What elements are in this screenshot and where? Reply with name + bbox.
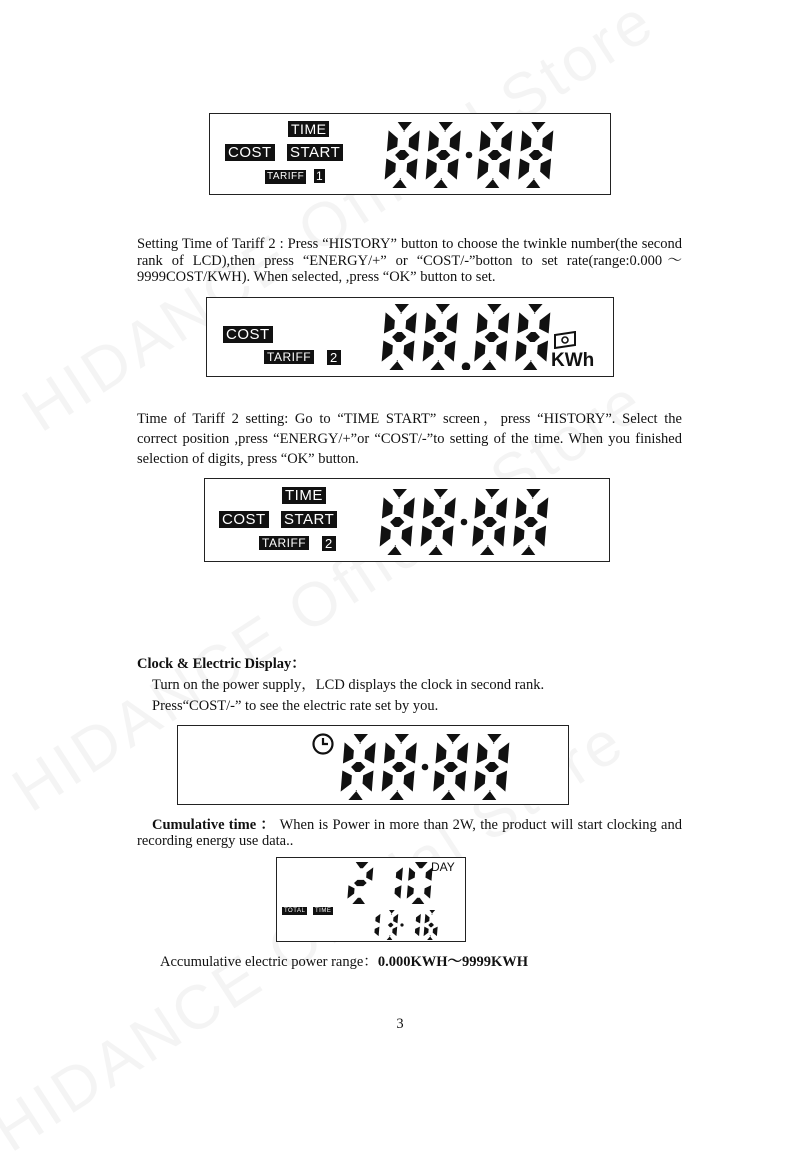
- segment-b: [396, 867, 403, 880]
- seven-segment-display-digit: [382, 304, 417, 370]
- segment-f: [423, 497, 434, 518]
- segment-e: [472, 525, 483, 546]
- segment-f: [518, 312, 529, 333]
- segment-a: [439, 122, 453, 132]
- segment-b: [404, 497, 415, 518]
- segment-d: [433, 178, 447, 188]
- seven-segment-display-digit: [474, 734, 509, 800]
- segment-a: [487, 304, 501, 314]
- seven-segment-display-digit: [382, 734, 417, 800]
- segment-b: [457, 742, 468, 763]
- segment-f: [428, 130, 439, 151]
- segment-c: [404, 340, 415, 361]
- money-icon: [553, 331, 577, 349]
- segment-e: [474, 340, 485, 361]
- segment-a: [490, 122, 504, 132]
- segment-g: [431, 517, 445, 527]
- power-range-value: 0.000KWH～9999KWH: [377, 954, 529, 970]
- cost-label: COST: [225, 144, 275, 161]
- segment-c: [392, 927, 397, 937]
- segment-f: [521, 130, 532, 151]
- tariff-number: 1: [316, 169, 324, 183]
- segment-g: [433, 332, 447, 342]
- clock-section-line1: Turn on the power supply，LCD displays the clock in second rank.: [152, 677, 545, 693]
- segment-a: [531, 122, 545, 132]
- day-segment-display-digit: [407, 862, 433, 904]
- segment-g: [488, 150, 502, 160]
- power-range-label: Accumulative electric power range：: [160, 954, 378, 970]
- segment-c: [402, 525, 413, 546]
- segment-d: [485, 178, 499, 188]
- segment-e: [474, 770, 485, 791]
- segment-g: [524, 517, 538, 527]
- day-label: DAY: [431, 860, 455, 874]
- tariff2-time-instructions: Time of Tariff 2 setting: Go to “TIME START” screen，press “HISTORY”. Select the correct position ,press “ENERGY/+”or “COST/-”to setting of the time. When you finished selection of digits, press “OK” button.: [137, 411, 682, 467]
- segment-f: [382, 497, 393, 518]
- segment-e: [477, 158, 488, 179]
- tariff-label: TARIFF: [267, 171, 305, 182]
- segment-d: [392, 178, 406, 188]
- segment-a: [528, 304, 542, 314]
- time-label: TIME: [288, 121, 329, 137]
- cost-label: COST: [219, 511, 269, 528]
- clock-section-heading: Clock & Electric Display：: [137, 656, 306, 672]
- time-segment-display-digit: [374, 914, 380, 936]
- segment-g: [390, 517, 404, 527]
- seven-segment-display-digit: [421, 489, 456, 555]
- segment-a: [436, 304, 450, 314]
- segment-e: [407, 885, 414, 898]
- decimal-point: [462, 362, 471, 370]
- segment-g: [444, 762, 458, 772]
- segment-e: [513, 525, 524, 546]
- segment-a: [446, 734, 460, 744]
- segment-f: [477, 312, 488, 333]
- segment-g: [428, 923, 434, 928]
- seven-segment-display-digit: [518, 122, 553, 188]
- power-range-line: [160, 954, 528, 971]
- seven-segment-display-digit: [515, 304, 550, 370]
- segment-f: [425, 914, 430, 924]
- segment-f: [425, 312, 436, 333]
- segment-f: [343, 742, 354, 763]
- segment-e: [423, 340, 434, 361]
- segment-f: [387, 130, 398, 151]
- segment-d: [348, 790, 362, 800]
- segment-g: [529, 150, 543, 160]
- segment-c: [496, 770, 507, 791]
- seven-segment-display-digit: [433, 734, 468, 800]
- segment-f: [408, 867, 415, 880]
- segment-f: [436, 742, 447, 763]
- segment-b: [447, 312, 458, 333]
- segment-c: [395, 885, 402, 898]
- segment-f: [384, 742, 395, 763]
- segment-f: [477, 742, 488, 763]
- kwh-unit: KWh: [551, 350, 595, 371]
- segment-g: [392, 762, 406, 772]
- segment-f: [480, 130, 491, 151]
- segment-c: [448, 158, 459, 179]
- tariff-number: 2: [322, 536, 336, 551]
- segment-b: [406, 742, 417, 763]
- seven-segment-display: [379, 489, 549, 555]
- segment-d: [389, 790, 403, 800]
- segment-d: [430, 360, 444, 370]
- segment-a: [389, 910, 395, 915]
- watermark: [10, 0, 668, 446]
- day-segment-display-digit: [395, 867, 403, 898]
- segment-c: [537, 340, 548, 361]
- segment-d: [441, 790, 455, 800]
- total-label: TOTAL: [284, 908, 306, 914]
- seven-segment-display-digit: [472, 489, 507, 555]
- cumulative-time-text: When is Power in more than 2W, the product will start clocking and recording energy use data..: [137, 817, 682, 849]
- segment-a: [485, 489, 499, 499]
- segment-a: [354, 734, 368, 744]
- segment-c: [363, 770, 374, 791]
- segment-e: [382, 340, 393, 361]
- segment-c: [496, 340, 507, 361]
- segment-c: [499, 158, 510, 179]
- segment-e: [385, 158, 396, 179]
- segment-c: [445, 340, 456, 361]
- segment-a: [487, 734, 501, 744]
- segment-b: [496, 497, 507, 518]
- lcd-time-start-tariff2: [204, 478, 610, 562]
- day-segment-display-digit: [347, 862, 373, 904]
- segment-e: [433, 770, 444, 791]
- time-label: TIME: [282, 487, 326, 504]
- segment-a: [395, 304, 409, 314]
- segment-g: [485, 762, 499, 772]
- time-segment-display-digit: [387, 910, 399, 940]
- segment-b: [498, 742, 509, 763]
- segment-a: [395, 734, 409, 744]
- segment-b: [450, 130, 461, 151]
- tariff-label: TARIFF: [264, 350, 314, 364]
- segment-b: [498, 312, 509, 333]
- cumulative-time-label: Cumulative time ：: [152, 817, 276, 833]
- seven-segment-display: [340, 734, 510, 800]
- colon-dot: [400, 923, 403, 926]
- seven-segment-display: [384, 122, 554, 188]
- start-label: START: [281, 511, 337, 528]
- segment-b: [393, 914, 398, 924]
- seven-segment-display-digit: [385, 122, 420, 188]
- seven-segment-display-digit: [380, 489, 415, 555]
- cumulative-time-description: [137, 817, 682, 849]
- time-segment-display-digit: [424, 910, 438, 940]
- segment-b: [539, 312, 550, 333]
- day-segment-display: [347, 862, 433, 904]
- segment-a: [526, 489, 540, 499]
- segment-e: [426, 158, 437, 179]
- segment-b: [445, 497, 456, 518]
- segment-g: [436, 150, 450, 160]
- lcd-time-start-tariff1: [209, 113, 611, 195]
- seven-segment-display-digit: [477, 122, 512, 188]
- segment-g: [354, 880, 367, 886]
- segment-a: [415, 862, 428, 868]
- segment-b: [366, 867, 373, 880]
- segment-b: [501, 130, 512, 151]
- segment-a: [393, 489, 407, 499]
- segment-d: [389, 360, 403, 370]
- segment-c: [407, 158, 418, 179]
- seven-segment-display-digit: [341, 734, 376, 800]
- tariff-label: TARIFF: [259, 536, 309, 550]
- segment-c: [494, 525, 505, 546]
- segment-d: [482, 360, 496, 370]
- segment-d: [387, 545, 401, 555]
- segment-d: [521, 545, 535, 555]
- segment-e: [421, 525, 432, 546]
- time-segment-display: [365, 910, 439, 940]
- segment-d: [352, 898, 365, 904]
- segment-c: [540, 158, 551, 179]
- segment-a: [356, 862, 369, 868]
- clock-icon: [311, 732, 335, 756]
- segment-e: [515, 340, 526, 361]
- time-label: TIME: [315, 908, 332, 914]
- segment-f: [384, 312, 395, 333]
- tariff-number: 2: [327, 350, 341, 365]
- segment-a: [429, 910, 435, 915]
- segment-g: [483, 517, 497, 527]
- segment-b: [406, 312, 417, 333]
- segment-g: [395, 150, 409, 160]
- segment-e: [424, 927, 429, 937]
- segment-a: [434, 489, 448, 499]
- segment-e: [518, 158, 529, 179]
- segment-c: [443, 525, 454, 546]
- clock-section-line2: Press“COST/-” to see the electric rate set by you.: [152, 698, 439, 714]
- segment-b: [375, 914, 380, 924]
- segment-d: [523, 360, 537, 370]
- segment-g: [485, 332, 499, 342]
- seven-segment-display: [381, 304, 551, 370]
- seven-segment-display-digit: [426, 122, 461, 188]
- segment-e: [382, 770, 393, 791]
- segment-e: [341, 770, 352, 791]
- colon-dot: [466, 152, 473, 159]
- segment-f: [475, 497, 486, 518]
- segment-b: [365, 742, 376, 763]
- segment-d: [387, 936, 393, 941]
- lcd-cost-tariff2: [206, 297, 614, 377]
- segment-d: [412, 898, 425, 904]
- segment-d: [428, 545, 442, 555]
- segment-g: [388, 923, 394, 928]
- seven-segment-display-digit: [513, 489, 548, 555]
- segment-f: [516, 497, 527, 518]
- segment-d: [526, 178, 540, 188]
- time-segment-display-digit: [415, 914, 421, 936]
- segment-c: [415, 927, 420, 937]
- segment-c: [433, 927, 438, 937]
- colon-dot: [461, 519, 468, 526]
- segment-g: [351, 762, 365, 772]
- segment-c: [404, 770, 415, 791]
- start-label: START: [287, 144, 343, 161]
- segment-b: [537, 497, 548, 518]
- segment-b: [542, 130, 553, 151]
- segment-d: [482, 790, 496, 800]
- segment-b: [409, 130, 420, 151]
- segment-g: [526, 332, 540, 342]
- seven-segment-display-digit: [474, 304, 509, 370]
- lcd-cumulative-day: [276, 857, 466, 942]
- colon-dot: [422, 764, 429, 771]
- segment-e: [347, 885, 354, 898]
- page-number: 3: [396, 1016, 404, 1032]
- seven-segment-display-digit: [423, 304, 458, 370]
- lcd-clock: [177, 725, 569, 805]
- segment-c: [535, 525, 546, 546]
- segment-e: [380, 525, 391, 546]
- segment-b: [416, 914, 421, 924]
- segment-a: [398, 122, 412, 132]
- segment-d: [480, 545, 494, 555]
- segment-c: [374, 927, 379, 937]
- tariff2-value-instructions: Setting Time of Tariff 2 : Press “HISTORY” button to choose the twinkle number(the second rank of LCD),then press “ENERGY/+” or “COST/-”botton to set rate(range:0.000～9999COST/KWH). When selected, ,press “OK” button to set.: [137, 236, 682, 285]
- segment-d: [427, 936, 433, 941]
- cost-label: COST: [223, 326, 273, 343]
- segment-g: [392, 332, 406, 342]
- segment-c: [424, 885, 431, 898]
- segment-c: [455, 770, 466, 791]
